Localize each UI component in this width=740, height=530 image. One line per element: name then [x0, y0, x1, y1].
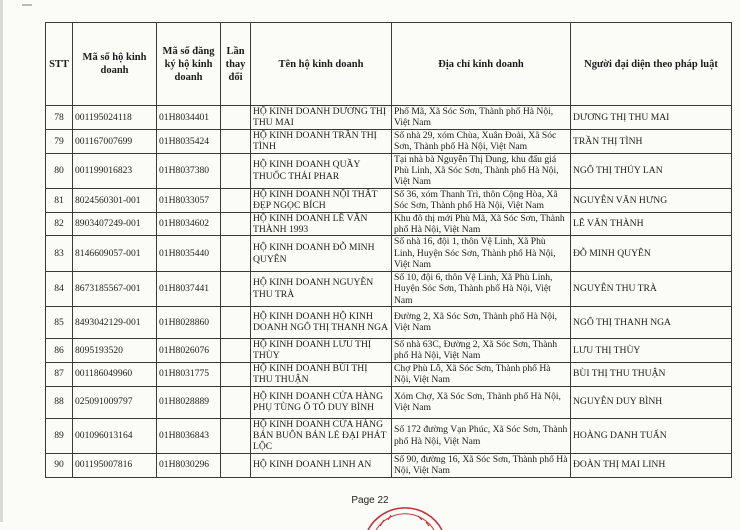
cell-legal-representative: LƯU THỊ THÙY	[571, 338, 732, 362]
cell-business-address: Đường 2, Xã Sóc Sơn, Thành phố Hà Nội, Việt Nam	[392, 306, 571, 338]
cell-legal-representative: DƯƠNG THỊ THU MAI	[571, 106, 732, 130]
cell-stt: 83	[46, 236, 73, 271]
table-row	[46, 386, 732, 418]
table-row	[46, 129, 732, 153]
table-row	[46, 453, 732, 477]
cell-registration-code: 01H8034602	[157, 212, 221, 236]
header-business-code: Mã số hộ kinh doanh	[73, 23, 157, 106]
cell-legal-representative: BÙI THỊ THU THUẬN	[571, 362, 732, 386]
cell-business-name: HỘ KINH DOANH TRẦN THỊ TÌNH	[251, 129, 392, 153]
cell-business-name: HỘ KINH DOANH ĐỖ MINH QUYÊN	[251, 236, 392, 271]
cell-stt: 82	[46, 212, 73, 236]
cell-legal-representative: ĐỖ MINH QUYÊN	[571, 236, 732, 271]
header-registration-code: Mã số đăng ký hộ kinh doanh	[157, 23, 221, 106]
cell-registration-code: 01H8026076	[157, 338, 221, 362]
cell-legal-representative: NGÔ THỊ THANH NGA	[571, 306, 732, 338]
cell-business-code: 001186049960	[73, 362, 157, 386]
page-edge	[0, 0, 3, 522]
cell-business-code: 001096013164	[73, 418, 157, 453]
header-change-count: Lần thay đổi	[221, 23, 251, 106]
table-row	[46, 338, 732, 362]
cell-change-count	[221, 306, 251, 338]
cell-stt: 90	[46, 453, 73, 477]
cell-change-count	[221, 188, 251, 212]
cell-change-count	[221, 418, 251, 453]
cell-business-code: 8146609057-001	[73, 236, 157, 271]
table-header-row	[46, 23, 732, 106]
cell-business-code: 8903407249-001	[73, 212, 157, 236]
header-business-name: Tên hộ kinh doanh	[251, 23, 392, 106]
cell-business-name: HỘ KINH DOANH NỘI THẤT ĐẸP NGỌC BÍCH	[251, 188, 392, 212]
cell-registration-code: 01H8035424	[157, 129, 221, 153]
cell-stt: 86	[46, 338, 73, 362]
cell-stt: 80	[46, 153, 73, 188]
cell-stt: 85	[46, 306, 73, 338]
table-row	[46, 153, 732, 188]
cell-registration-code: 01H8028889	[157, 386, 221, 418]
cell-business-code: 8024560301-001	[73, 188, 157, 212]
cell-change-count	[221, 453, 251, 477]
cell-stt: 88	[46, 386, 73, 418]
header-business-address: Địa chỉ kinh doanh	[392, 23, 571, 106]
cell-stt: 89	[46, 418, 73, 453]
cell-stt: 78	[46, 106, 73, 130]
cell-legal-representative: NGUYỄN THU TRÀ	[571, 271, 732, 306]
cell-business-address: Xóm Chợ, Xã Sóc Sơn, Thành phố Hà Nội, Việt Nam	[392, 386, 571, 418]
cell-business-name: HỘ KINH DOANH QUẦY THUỐC THÁI PHAR	[251, 153, 392, 188]
cell-business-code: 001195024118	[73, 106, 157, 130]
page-number: Page 22	[351, 495, 389, 506]
cell-business-address: Số 90, đường 16, Xã Sóc Sơn, Thành phố Hà Nội, Việt Nam	[392, 453, 571, 477]
table-row	[46, 188, 732, 212]
cell-change-count	[221, 386, 251, 418]
cell-stt: 87	[46, 362, 73, 386]
cell-registration-code: 01H8028860	[157, 306, 221, 338]
cell-business-name: HỘ KINH DOANH NGUYỄN THU TRÀ	[251, 271, 392, 306]
cell-business-address: Số 172 đường Vạn Phúc, Xã Sóc Sơn, Thành phố Hà Nội, Việt Nam	[392, 418, 571, 453]
table-row	[46, 418, 732, 453]
cell-change-count	[221, 153, 251, 188]
cell-change-count	[221, 271, 251, 306]
cell-business-address: Số 10, đội 6, thôn Vệ Linh, Xã Phù Linh, Huyện Sóc Sơn, Thành phố Hà Nội, Việt Nam	[392, 271, 571, 306]
cell-stt: 79	[46, 129, 73, 153]
cell-legal-representative: NGUYỄN DUY BÌNH	[571, 386, 732, 418]
cell-business-name: HỘ KINH DOANH DƯƠNG THỊ THU MAI	[251, 106, 392, 130]
cell-registration-code: 01H8036843	[157, 418, 221, 453]
cell-registration-code: 01H8034401	[157, 106, 221, 130]
cell-change-count	[221, 362, 251, 386]
cell-registration-code: 01H8035440	[157, 236, 221, 271]
cell-business-code: 8493042129-001	[73, 306, 157, 338]
table-row	[46, 212, 732, 236]
cell-business-address: Số 36, xóm Thanh Trì, thôn Cộng Hòa, Xã Sóc Sơn, Thành phố Hà Nội, Việt Nam	[392, 188, 571, 212]
cell-registration-code: 01H8030296	[157, 453, 221, 477]
cell-business-address: Số nhà 16, đội 1, thôn Vệ Linh, Xã Phù Linh, Huyện Sóc Sơn, Thành phố Hà Nội, Việt Nam	[392, 236, 571, 271]
cell-business-name: HỘ KINH DOANH LINH AN	[251, 453, 392, 477]
cell-business-address: Chợ Phù Lỗ, Xã Sóc Sơn, Thành phố Hà Nội, Việt Nam	[392, 362, 571, 386]
table-row	[46, 236, 732, 271]
cell-registration-code: 01H8033057	[157, 188, 221, 212]
official-stamp-seal	[360, 500, 450, 530]
cell-change-count	[221, 236, 251, 271]
table-row	[46, 306, 732, 338]
cell-business-address: Tại nhà bà Nguyễn Thị Dung, khu đấu giá Phù Linh, Xã Sóc Sơn, Thành phố Hà Nội, Việt Nam	[392, 153, 571, 188]
table-row	[46, 106, 732, 130]
cell-stt: 84	[46, 271, 73, 306]
cell-change-count	[221, 129, 251, 153]
cell-business-name: HỘ KINH DOANH CỬA HÀNG PHỤ TÙNG Ô TÔ DUY BÌNH	[251, 386, 392, 418]
table-row	[46, 271, 732, 306]
cell-business-name: HỘ KINH DOANH LÊ VĂN THÀNH 1993	[251, 212, 392, 236]
cell-business-name: HỘ KINH DOANH CỬA HÀNG BÁN BUÔN BÁN LẺ ĐẠI PHÁT LỘC	[251, 418, 392, 453]
cell-business-name: HỘ KINH DOANH BÙI THỊ THU THUẬN	[251, 362, 392, 386]
cell-legal-representative: LÊ VĂN THÀNH	[571, 212, 732, 236]
cell-business-address: Phố Mã, Xã Sóc Sơn, Thành phố Hà Nội, Việt Nam	[392, 106, 571, 130]
business-registry-table	[45, 22, 732, 478]
cell-change-count	[221, 212, 251, 236]
header-stt: STT	[46, 23, 73, 106]
cell-business-address: Khu đô thị mới Phù Mã, Xã Sóc Sơn, Thành phố Hà Nội, Việt Nam	[392, 212, 571, 236]
cell-change-count	[221, 106, 251, 130]
scan-mark	[22, 4, 32, 6]
cell-legal-representative: NGÔ THỊ THÚY LAN	[571, 153, 732, 188]
cell-registration-code: 01H8031775	[157, 362, 221, 386]
cell-business-address: Số nhà 63C, Đường 2, Xã Sóc Sơn, Thành phố Hà Nội, Việt Nam	[392, 338, 571, 362]
cell-business-code: 001199016823	[73, 153, 157, 188]
cell-business-name: HỘ KINH DOANH LƯU THỊ THÙY	[251, 338, 392, 362]
cell-registration-code: 01H8037380	[157, 153, 221, 188]
cell-legal-representative: TRẦN THỊ TÌNH	[571, 129, 732, 153]
cell-legal-representative: ĐOÀN THỊ MAI LINH	[571, 453, 732, 477]
header-legal-representative: Người đại diện theo pháp luật	[571, 23, 732, 106]
cell-business-name: HỘ KINH DOANH HỘ KINH DOANH NGÔ THỊ THANH NGA	[251, 306, 392, 338]
cell-business-code: 001195007816	[73, 453, 157, 477]
cell-business-code: 025091009797	[73, 386, 157, 418]
cell-change-count	[221, 338, 251, 362]
cell-registration-code: 01H8037441	[157, 271, 221, 306]
cell-stt: 81	[46, 188, 73, 212]
cell-business-code: 001167007699	[73, 129, 157, 153]
cell-business-address: Số nhà 29, xóm Chùa, Xuân Đoài, Xã Sóc Sơn, Thành phố Hà Nội, Việt Nam	[392, 129, 571, 153]
cell-business-code: 8673185567-001	[73, 271, 157, 306]
table-row	[46, 362, 732, 386]
cell-business-code: 8095193520	[73, 338, 157, 362]
cell-legal-representative: NGUYỄN VĂN HƯNG	[571, 188, 732, 212]
cell-legal-representative: HOÀNG DANH TUẤN	[571, 418, 732, 453]
